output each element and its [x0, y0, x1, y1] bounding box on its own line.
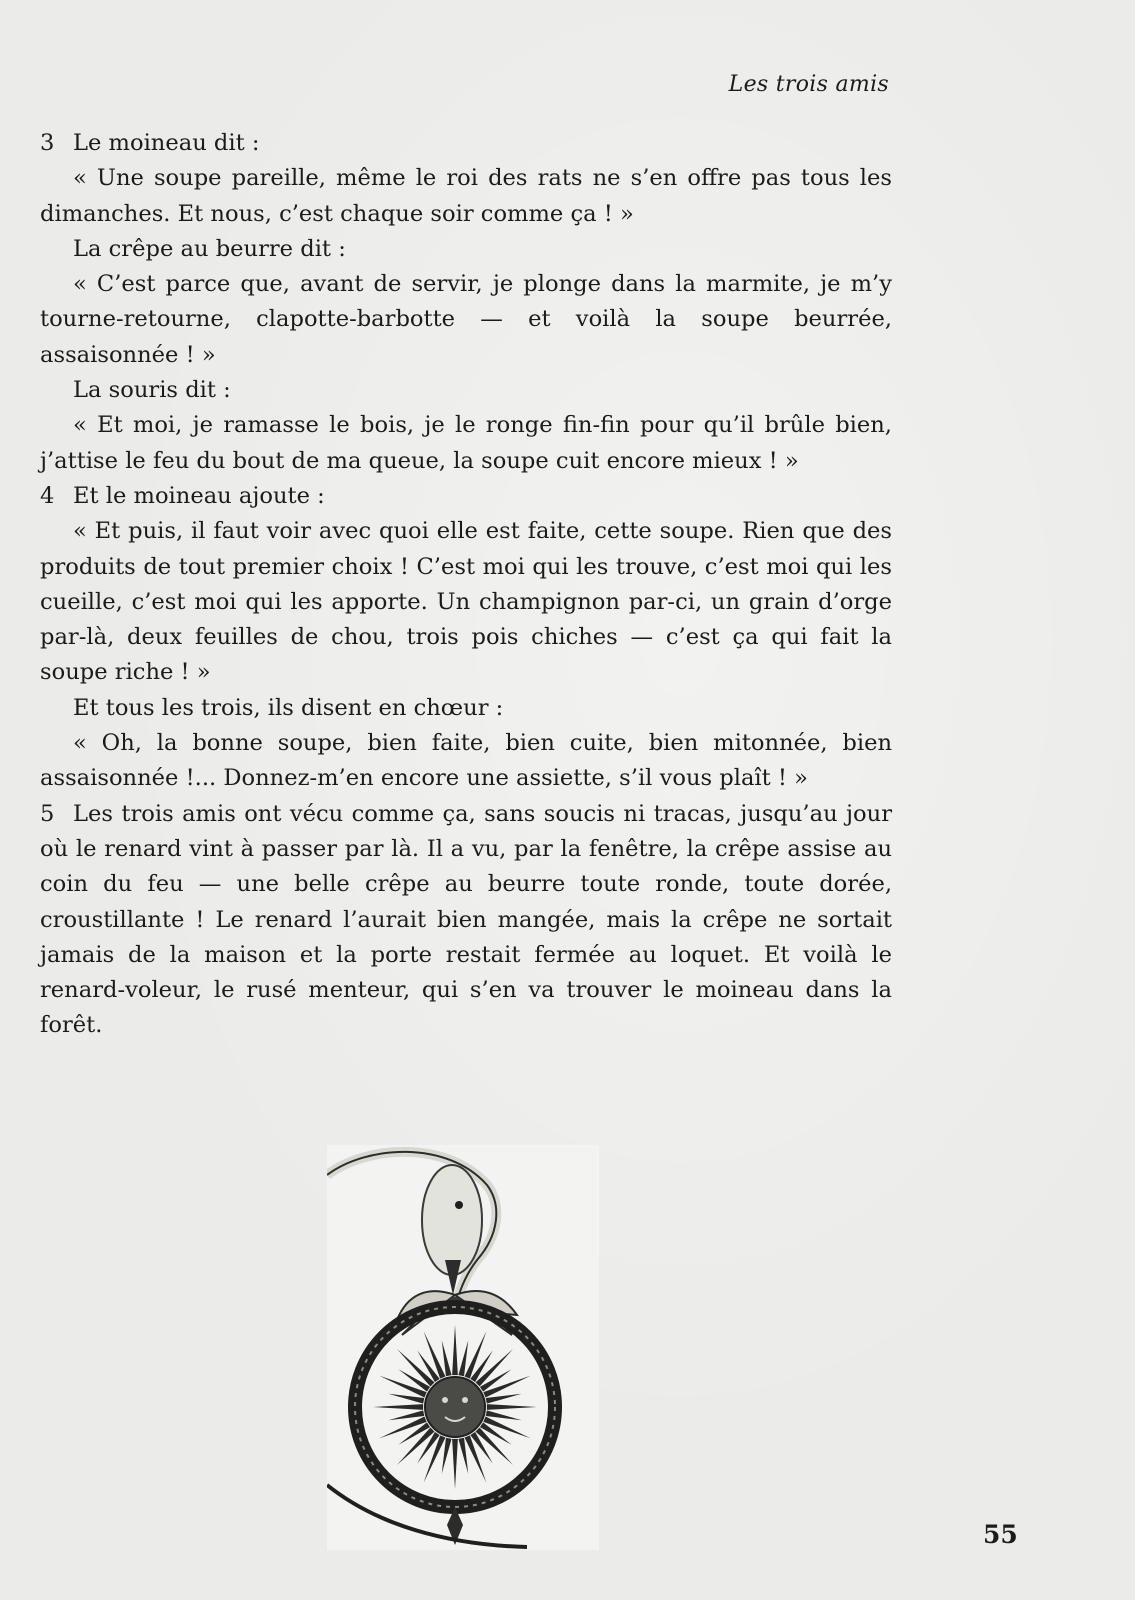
sun-ray: [442, 1340, 452, 1376]
running-title: Les trois amis: [728, 72, 889, 97]
sun-ray: [458, 1340, 468, 1376]
paragraph: « C’est parce que, avant de servir, je plonge dans la marmite, je m’y tourne-retourne, clapotte-barbotte — et voilà la soupe beurrée, assaisonnée ! »: [40, 271, 892, 368]
page-number: 55: [983, 1520, 1018, 1549]
paragraph: [40, 479, 892, 514]
paragraph: « Oh, la bonne soupe, bien faite, bien cuite, bien mitonnée, bien assaisonnée !... Donnez-m’en encore une assiette, s’il vous plaît ! »: [40, 730, 892, 792]
paragraph: « Une soupe pareille, même le roi des rats ne s’en offre pas tous les dimanches. Et nous, c’est chaque soir comme ça ! »: [40, 165, 892, 227]
sun-sign-icon: [327, 1145, 599, 1550]
sun-ray: [465, 1435, 487, 1482]
paragraph-text: Le moineau dit :: [73, 130, 260, 156]
sun-ray: [442, 1438, 452, 1474]
sun-ray: [483, 1376, 530, 1398]
sun-ray: [424, 1331, 446, 1378]
sun-sign-illustration: [327, 1145, 599, 1550]
paragraph: [40, 126, 892, 161]
sun-ray: [424, 1435, 446, 1482]
sun-ray: [487, 1404, 537, 1410]
paragraph-number: 3: [40, 130, 55, 156]
paragraph: La crêpe au beurre dit :: [73, 235, 346, 262]
paragraph: [40, 797, 892, 1044]
story-text: [40, 126, 892, 1044]
sun-eye-right: [462, 1397, 468, 1403]
sun-ray: [379, 1376, 426, 1398]
sun-ray: [465, 1331, 487, 1378]
sun-ray: [458, 1438, 468, 1474]
sun-face: [425, 1377, 485, 1437]
sun-ray: [452, 1439, 458, 1489]
paragraph-number: 5: [40, 800, 55, 827]
paragraph: Et tous les trois, ils disent en chœur :: [73, 694, 504, 721]
sun-ray: [486, 1394, 522, 1404]
bird-eye: [455, 1201, 463, 1209]
sun-ray: [388, 1410, 424, 1420]
paragraph-text: Les trois amis ont vécu comme ça, sans soucis ni tracas, jusqu’au jour où le renard vint à passer par là. Il a vu, par la fenêtre, la crêpe assise au coin du feu — une belle crêpe au beurre toute ronde, toute dorée, croustillante ! Le renard l’aurait bien mangée, mais la crêpe ne sortait jamais de la maison et la porte restait fermée au loquet. Et voilà le renard-voleur, le rusé menteur, qui s’en va trouver le moineau dans la forêt.: [40, 800, 892, 1039]
paragraph: « Et moi, je ramasse le bois, je le ronge fin-fin pour qu’il brûle bien, j’attise le feu du bout de ma queue, la soupe cuit encore mieux ! »: [40, 412, 892, 474]
sun-ray: [486, 1410, 522, 1420]
paragraph-text: Et le moineau ajoute :: [73, 482, 325, 509]
sun-ray: [452, 1325, 458, 1375]
paragraph: « Et puis, il faut voir avec quoi elle est faite, cette soupe. Rien que des produits de tout premier choix ! C’est moi qui les trouve, c’est moi qui les cueille, c’est moi qui les apporte. Un champignon par-ci, un grain d’orge par-là, deux feuilles de chou, trois pois chiches — c’est ça qui fait la soupe riche ! »: [40, 518, 892, 686]
sun-ray: [373, 1404, 423, 1410]
paragraph-number: 4: [40, 482, 55, 509]
sun-eye-left: [442, 1397, 448, 1403]
paragraph: La souris dit :: [73, 377, 231, 404]
sun-ray: [379, 1417, 426, 1439]
sun-ray: [388, 1394, 424, 1404]
bird-head: [422, 1165, 482, 1275]
sun-ray: [483, 1417, 530, 1439]
